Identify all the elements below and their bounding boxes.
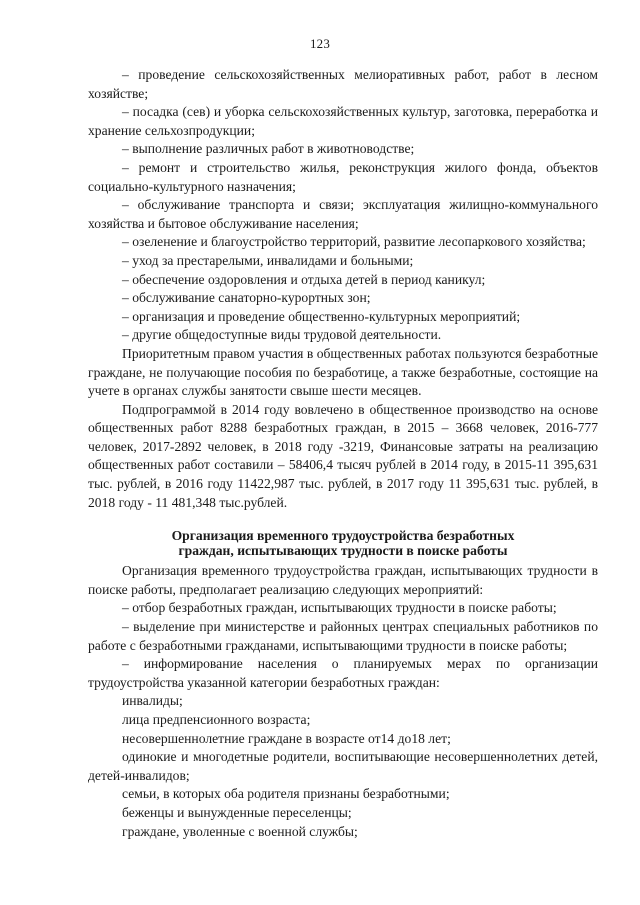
paragraph: Организация временного трудоустройства граждан, испытывающих трудности в поиске работы, предполагает реализацию следующих мероприятий: [88, 563, 598, 597]
list-item: граждане, уволенные с военной службы; [122, 823, 358, 839]
paragraph: – отбор безработных граждан, испытывающих трудности в поиске работы; [122, 600, 557, 616]
paragraph: Приоритетным правом участия в общественных работах пользуются безработные граждане, не получающие пособия по безработице, а также безработные, состоящие на учете в органах службы занятости свыше шести месяцев. [88, 345, 598, 399]
list-item: беженцы и вынужденные переселенцы; [122, 804, 352, 820]
section-heading-line-1: Организация временного трудоустройства безработных [171, 528, 515, 544]
list-item: семьи, в которых оба родителя признаны безработными; [122, 786, 450, 802]
list-item: инвалиды; [122, 693, 183, 709]
list-item: несовершеннолетние граждане в возрасте от14 до18 лет; [122, 730, 451, 746]
paragraph: – другие общедоступные виды трудовой деятельности. [122, 327, 442, 343]
paragraph: Подпрограммой в 2014 году вовлечено в общественное производство на основе общественных работ 8288 безработных граждан, в 2015 – 3668 человек, 2016-777 человек, 2017-2892 человек, в 2018 году -3219, Финансовые затраты на реализацию общественных работ составили – 58406,4 тысяч рублей в 2014 году, в 2015-11 395,631 тыс. рублей, в 2016 году 11422,987 тыс. рублей, в 2017 году 11 395,631 тыс. рублей, в 2018 году - 11 481,348 тыс.рублей. [88, 401, 598, 510]
paragraph: – проведение сельскохозяйственных мелиоративных работ, работ в лесном хозяйстве; [88, 67, 598, 101]
list-item: лица предпенсионного возраста; [122, 712, 311, 727]
paragraph: – озеленение и благоустройство территорий, развитие лесопаркового хозяйства; [122, 234, 586, 250]
page-number: 123 [309, 36, 331, 51]
paragraph: – обслуживание санаторно-курортных зон; [122, 290, 371, 306]
list-item: одинокие и многодетные родители, воспитывающие несовершеннолетних детей, детей-инвалидов; [88, 749, 598, 783]
document-body [88, 66, 598, 841]
paragraph: – ремонт и строительство жилья, реконструкция жилого фонда, объектов социально-культурного назначения; [88, 159, 598, 194]
paragraph: – уход за престарелыми, инвалидами и больными; [122, 252, 414, 268]
paragraph: – выполнение различных работ в животноводстве; [122, 141, 415, 157]
paragraph: – организация и проведение общественно-культурных мероприятий; [122, 308, 521, 324]
paragraph: – обслуживание транспорта и связи; эксплуатация жилищно-коммунального хозяйства и бытовое обслуживание населения; [88, 197, 598, 231]
paragraph: – выделение при министерстве и районных центрах специальных работников по работе с безработными гражданами, испытывающими трудности в поиске работы; [88, 619, 598, 653]
paragraph: – информирование населения о планируемых мерах по организации трудоустройства указанной категории безработных граждан: [88, 656, 598, 690]
section-heading [88, 528, 598, 558]
paragraph: – посадка (сев) и уборка сельскохозяйственных культур, заготовка, переработка и хранение сельхозпродукции; [88, 104, 598, 138]
paragraph: – обеспечение оздоровления и отдыха детей в период каникул; [122, 271, 486, 287]
section-heading-line-2: граждан, испытывающих трудности в поиске работы [178, 543, 508, 559]
